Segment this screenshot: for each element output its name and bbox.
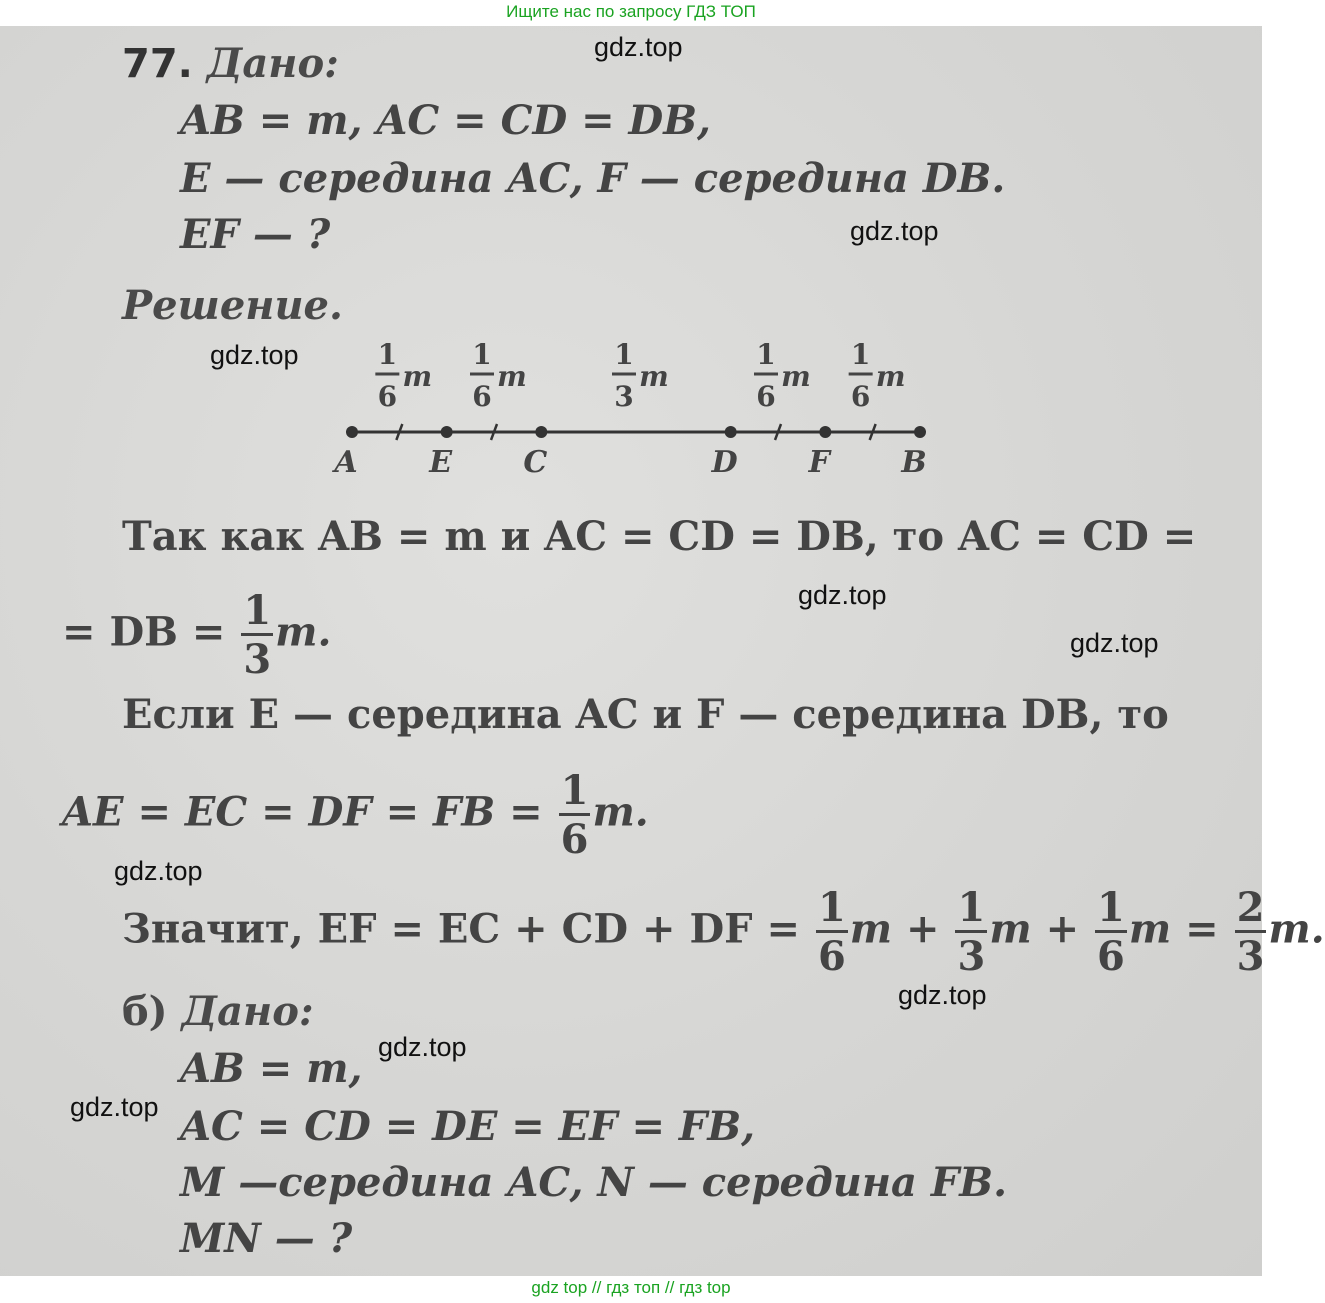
top-banner[interactable]: Ищите нас по запросу ГДЗ ТОП — [506, 2, 756, 21]
segment-label-variable: m — [639, 360, 669, 393]
textbook-page — [0, 26, 1325, 1276]
watermark: gdz.top — [898, 980, 987, 1010]
paragraph-1-line-1: Так как AB = m и AC = CD = DB, то AC = CD = — [122, 513, 1197, 560]
watermark: gdz.top — [850, 216, 939, 246]
point-e — [441, 426, 453, 438]
paragraph-3 — [122, 884, 1325, 980]
p3-fraction-3 — [1095, 884, 1127, 980]
p3-fraction-1 — [816, 884, 848, 980]
p2-suffix: m. — [592, 788, 649, 836]
p3-fraction-4 — [1235, 884, 1267, 980]
segment-label-numerator: 1 — [377, 338, 398, 371]
segment-label-numerator: 1 — [850, 338, 871, 371]
segment-label-3 — [612, 338, 669, 413]
segment-label-variable: m — [781, 360, 811, 393]
segment-label-numerator: 1 — [756, 338, 776, 371]
part-b-given-2: AC = CD = DE = EF = FB, — [180, 1103, 756, 1150]
segment-label-denominator: 6 — [377, 380, 398, 413]
paragraph-1-line-2 — [62, 587, 332, 683]
frac-den: 3 — [1236, 933, 1265, 980]
solution-label: Решение. — [122, 282, 343, 329]
segment-label-2 — [470, 338, 527, 413]
p2-prefix: AE = EC = DF = FB = — [62, 788, 543, 836]
p3-term-1: m + — [849, 905, 940, 953]
fraction-one-sixth — [559, 767, 591, 863]
segment-label-variable: m — [402, 360, 433, 393]
point-label-b: B — [901, 445, 927, 480]
part-b-given-4: MN — ? — [180, 1215, 353, 1262]
frac-num: 1 — [1097, 884, 1125, 931]
p1-suffix: m. — [275, 608, 332, 656]
segment-label-denominator: 6 — [850, 380, 871, 413]
point-f — [819, 426, 831, 438]
segment-label-1 — [375, 338, 432, 413]
given-label: Дано: — [206, 40, 339, 87]
frac-den: 3 — [957, 933, 986, 980]
watermark: gdz.top — [210, 340, 299, 370]
given-line-2: E — середина AC, F — середина DB. — [180, 155, 1006, 202]
p3-fraction-2 — [955, 884, 987, 980]
segment-label-denominator: 6 — [472, 380, 492, 413]
part-b-given-label: Дано: — [181, 988, 314, 1035]
part-b-given-3: M —середина AC, N — середина FB. — [180, 1159, 1008, 1206]
part-b-given-1: AB = m, — [180, 1045, 363, 1092]
segment-label-denominator: 6 — [756, 380, 776, 413]
paragraph-2-line-2 — [62, 767, 649, 863]
watermark: gdz.top — [594, 32, 683, 62]
segment-label-denominator: 3 — [614, 380, 634, 413]
segment-label-numerator: 1 — [614, 338, 634, 371]
paragraph-2-line-1: Если E — середина AC и F — середина DB, то — [122, 691, 1169, 738]
point-label-c: C — [523, 445, 548, 480]
segment-label-numerator: 1 — [472, 338, 492, 371]
watermark: gdz.top — [798, 580, 887, 610]
frac-den: 3 — [243, 636, 272, 683]
part-b-header — [122, 988, 314, 1035]
point-a — [346, 426, 358, 438]
frac-den: 6 — [560, 816, 589, 863]
frac-num: 1 — [243, 587, 272, 634]
p3-prefix: Значит, EF = EC + CD + DF = — [122, 905, 800, 953]
given-line-3: EF — ? — [180, 211, 331, 258]
watermark: gdz.top — [114, 856, 203, 886]
fraction-one-third — [241, 587, 273, 683]
frac-num: 1 — [817, 884, 846, 931]
segment-label-4 — [754, 338, 811, 413]
point-label-e: E — [429, 445, 453, 480]
watermark: gdz.top — [70, 1092, 159, 1122]
frac-den: 6 — [817, 933, 846, 980]
p3-term-4: m. — [1268, 905, 1325, 953]
given-line-1: AB = m, AC = CD = DB, — [180, 97, 711, 144]
segment-label-variable: m — [875, 360, 906, 393]
point-b — [914, 426, 926, 438]
frac-num: 1 — [560, 767, 589, 814]
segment-label-variable: m — [497, 360, 527, 393]
point-label-d: D — [711, 445, 738, 480]
frac-num: 1 — [957, 884, 986, 931]
frac-num: 2 — [1236, 884, 1265, 931]
problem-header — [122, 40, 339, 87]
p3-term-3: m = — [1128, 905, 1219, 953]
segment-diagram — [330, 338, 950, 488]
footer-links[interactable]: gdz top // гдз топ // гдз top — [531, 1278, 731, 1297]
point-c — [535, 426, 547, 438]
point-label-a: A — [334, 445, 358, 480]
watermark: gdz.top — [1070, 628, 1159, 658]
segment-label-5 — [849, 338, 906, 413]
problem-number: 77. — [122, 41, 193, 87]
p3-term-2: m + — [989, 905, 1080, 953]
point-d — [725, 426, 737, 438]
frac-den: 6 — [1097, 933, 1125, 980]
point-label-f: F — [808, 445, 830, 480]
p1-prefix: = DB = — [62, 608, 226, 656]
watermark: gdz.top — [378, 1032, 467, 1062]
part-b-label: б) — [122, 988, 168, 1035]
